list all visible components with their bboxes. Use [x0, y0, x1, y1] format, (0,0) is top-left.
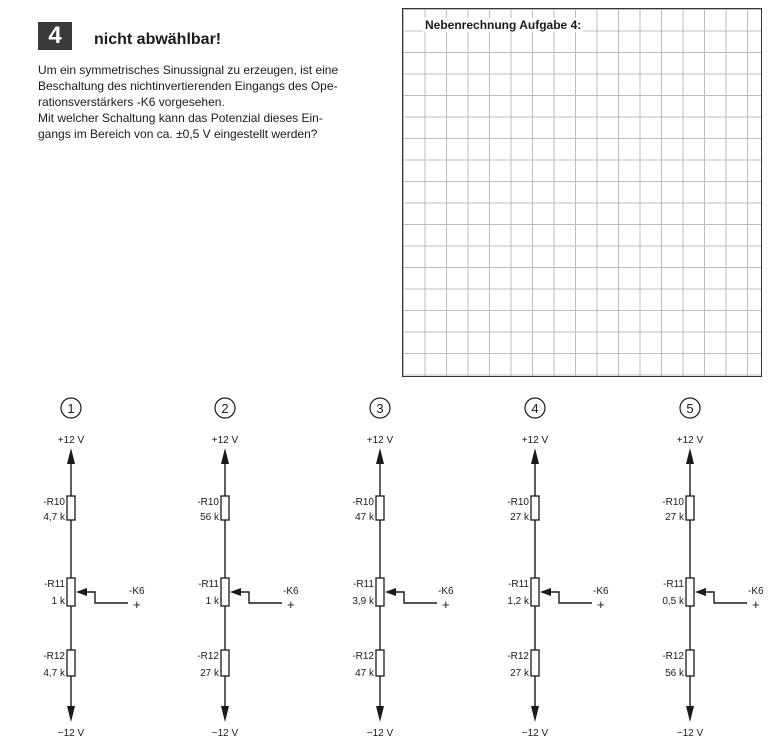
r10-value: 27 k: [665, 512, 684, 523]
supply-arrow-down-icon: [531, 706, 539, 722]
task-number-badge: 4: [38, 22, 72, 50]
r11-value: 0,5 k: [662, 596, 684, 607]
r11-name: -R11: [353, 579, 374, 590]
potentiometer-r11: [686, 578, 694, 606]
option-number: 4: [531, 401, 539, 416]
resistor-r10: [67, 496, 75, 520]
opamp-name: -K6: [129, 586, 145, 597]
r10-name: -R10: [352, 497, 374, 508]
r12-name: -R12: [43, 651, 65, 662]
bottom-voltage-label: −12 V: [521, 728, 549, 739]
question-line: Um ein symmetrisches Sinussignal zu erzeugen, ist eine: [38, 63, 339, 77]
wiper-arrow-icon: [230, 588, 241, 596]
opamp-name: -K6: [283, 586, 299, 597]
option-number: 3: [376, 401, 384, 416]
top-voltage-label: +12 V: [521, 435, 549, 446]
r12-value: 27 k: [200, 668, 219, 679]
r12-name: -R12: [352, 651, 374, 662]
r12-value: 56 k: [665, 668, 684, 679]
potentiometer-r11: [531, 578, 539, 606]
resistor-r10: [531, 496, 539, 520]
top-voltage-label: +12 V: [676, 435, 704, 446]
r12-value: 27 k: [510, 668, 529, 679]
r10-name: -R10: [43, 497, 65, 508]
r11-value: 1 k: [205, 596, 219, 607]
r10-name: -R10: [662, 497, 684, 508]
wiper-arrow-icon: [385, 588, 396, 596]
circuit-option-5[interactable]: [662, 398, 764, 739]
bottom-voltage-label: −12 V: [211, 728, 239, 739]
top-voltage-label: +12 V: [211, 435, 239, 446]
resistor-r12: [531, 650, 539, 676]
potentiometer-r11: [376, 578, 384, 606]
supply-arrow-up-icon: [686, 448, 694, 464]
resistor-r10: [221, 496, 229, 520]
top-voltage-label: +12 V: [57, 435, 85, 446]
opamp-name: -K6: [748, 586, 764, 597]
scratch-grid-label: Nebenrechnung Aufgabe 4:: [425, 18, 582, 32]
supply-arrow-down-icon: [67, 706, 75, 722]
r11-value: 3,9 k: [352, 596, 374, 607]
r11-value: 1,2 k: [507, 596, 529, 607]
supply-arrow-up-icon: [67, 448, 75, 464]
task-title: nicht abwählbar!: [94, 31, 222, 48]
opamp-plus-input: +: [133, 597, 141, 612]
r11-name: -R11: [198, 579, 219, 590]
circuit-option-4[interactable]: [507, 398, 609, 739]
supply-arrow-down-icon: [221, 706, 229, 722]
bottom-voltage-label: −12 V: [366, 728, 394, 739]
resistor-r10: [376, 496, 384, 520]
r11-name: -R11: [44, 579, 65, 590]
top-voltage-label: +12 V: [366, 435, 394, 446]
r10-value: 27 k: [510, 512, 529, 523]
r12-value: 47 k: [355, 668, 374, 679]
opamp-plus-input: +: [287, 597, 295, 612]
supply-arrow-up-icon: [531, 448, 539, 464]
r11-name: -R11: [508, 579, 529, 590]
wiper-arrow-icon: [540, 588, 551, 596]
r10-value: 47 k: [355, 512, 374, 523]
question-line: gangs im Bereich von ca. ±0,5 V eingestellt werden?: [38, 127, 318, 141]
r12-name: -R12: [507, 651, 529, 662]
resistor-r10: [686, 496, 694, 520]
opamp-plus-input: +: [752, 597, 760, 612]
r10-name: -R10: [197, 497, 219, 508]
r12-name: -R12: [662, 651, 684, 662]
resistor-r12: [376, 650, 384, 676]
question-line: Mit welcher Schaltung kann das Potenzial dieses Ein-: [38, 111, 323, 125]
opamp-plus-input: +: [597, 597, 605, 612]
circuit-option-1[interactable]: [43, 398, 145, 739]
bottom-voltage-label: −12 V: [57, 728, 85, 739]
potentiometer-r11: [221, 578, 229, 606]
r10-value: 4,7 k: [43, 512, 65, 523]
supply-arrow-up-icon: [376, 448, 384, 464]
resistor-r12: [686, 650, 694, 676]
option-number: 2: [221, 401, 229, 416]
question-line: rationsverstärkers -K6 vorgesehen.: [38, 95, 225, 109]
resistor-r12: [67, 650, 75, 676]
r12-name: -R12: [197, 651, 219, 662]
resistor-r12: [221, 650, 229, 676]
opamp-name: -K6: [438, 586, 454, 597]
potentiometer-r11: [67, 578, 75, 606]
supply-arrow-down-icon: [376, 706, 384, 722]
circuit-option-3[interactable]: [352, 398, 454, 739]
wiper-arrow-icon: [695, 588, 706, 596]
bottom-voltage-label: −12 V: [676, 728, 704, 739]
supply-arrow-down-icon: [686, 706, 694, 722]
r11-name: -R11: [663, 579, 684, 590]
circuit-option-2[interactable]: [197, 398, 299, 739]
r12-value: 4,7 k: [43, 668, 65, 679]
opamp-name: -K6: [593, 586, 609, 597]
r10-value: 56 k: [200, 512, 219, 523]
opamp-plus-input: +: [442, 597, 450, 612]
r11-value: 1 k: [51, 596, 65, 607]
supply-arrow-up-icon: [221, 448, 229, 464]
option-number: 5: [686, 401, 694, 416]
wiper-arrow-icon: [76, 588, 87, 596]
option-number: 1: [67, 401, 75, 416]
question-line: Beschaltung des nichtinvertierenden Eingangs des Ope-: [38, 79, 338, 93]
r10-name: -R10: [507, 497, 529, 508]
